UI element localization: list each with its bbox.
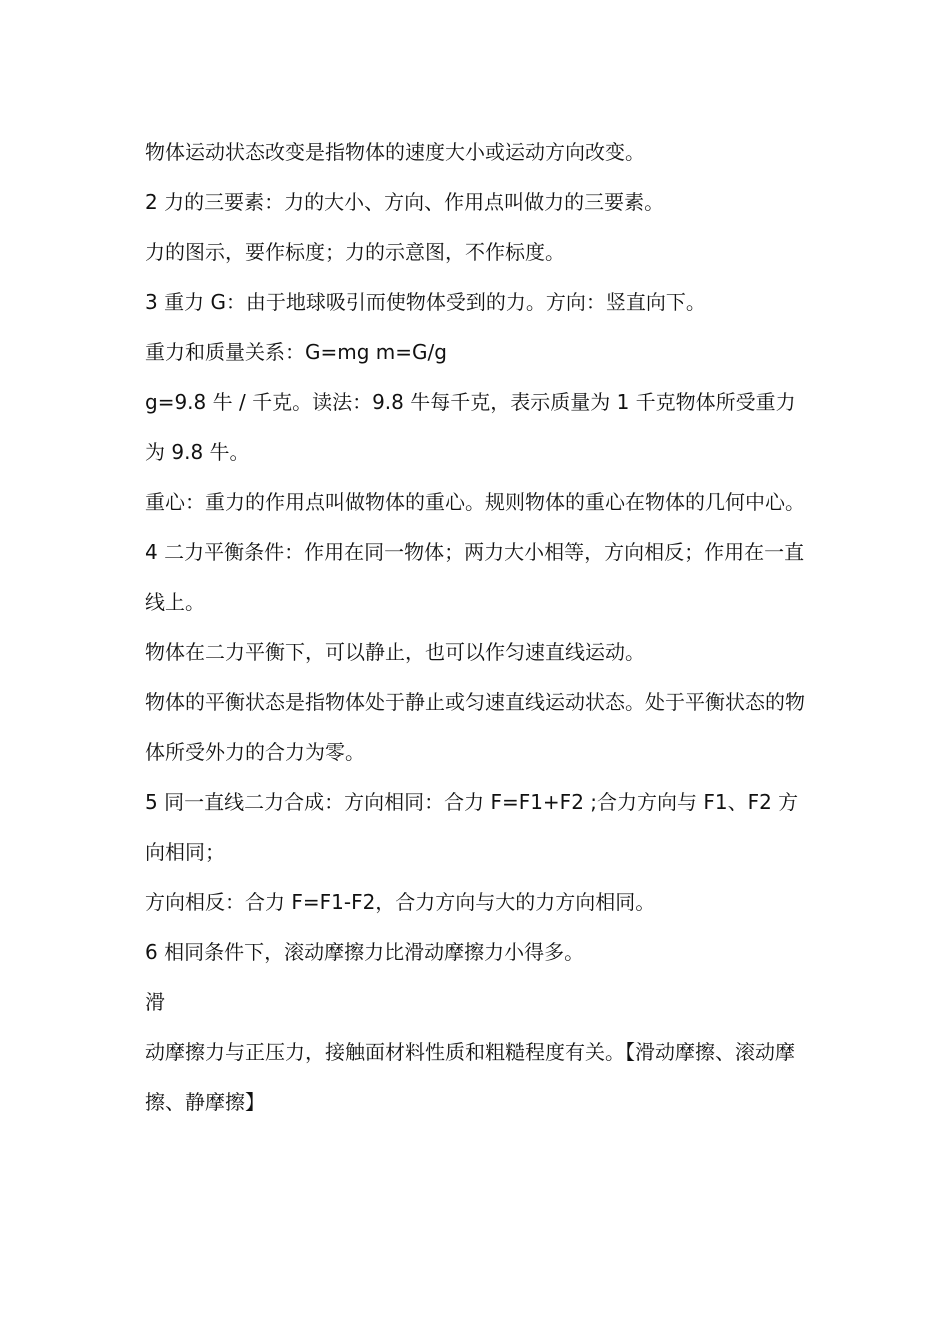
paragraph-rolling-friction: 6 相同条件下，滚动摩擦力比滑动摩擦力小得多。 bbox=[145, 940, 585, 964]
paragraph-equilibrium-state: 物体的平衡状态是指物体处于静止或匀速直线运动状态。处于平衡状态的物体所受外力的合力为零。 bbox=[145, 690, 805, 764]
paragraph-force-elements: 2 力的三要素：力的大小、方向、作用点叫做力的三要素。 bbox=[145, 190, 665, 214]
paragraph-gravity: 3 重力 G：由于地球吸引而使物体受到的力。方向：竖直向下。 bbox=[145, 290, 706, 314]
paragraph-force-diagram: 力的图示，要作标度；力的示意图，不作标度。 bbox=[145, 240, 565, 264]
paragraph-center-of-gravity: 重心：重力的作用点叫做物体的重心。规则物体的重心在物体的几何中心。 bbox=[145, 490, 805, 514]
paragraph-gravity-mass: 重力和质量关系：G=mg m=G/g bbox=[145, 340, 447, 364]
paragraph-equilibrium-condition: 4 二力平衡条件：作用在同一物体；两力大小相等，方向相反；作用在一直线上。 bbox=[145, 540, 805, 614]
paragraph-motion-state: 物体运动状态改变是指物体的速度大小或运动方向改变。 bbox=[145, 140, 645, 164]
paragraph-force-composition-opposite: 方向相反：合力 F=F1-F2，合力方向与大的力方向相同。 bbox=[145, 890, 656, 914]
document-page bbox=[145, 127, 810, 1127]
paragraph-equilibrium-motion: 物体在二力平衡下，可以静止，也可以作匀速直线运动。 bbox=[145, 640, 645, 664]
paragraph-slide-fragment: 滑 bbox=[145, 990, 165, 1014]
paragraph-g-value: g=9.8 牛 / 千克。读法：9.8 牛每千克，表示质量为 1 千克物体所受重力为 9.8 牛。 bbox=[145, 390, 796, 464]
paragraph-sliding-friction: 动摩擦力与正压力，接触面材料性质和粗糙程度有关。【滑动摩擦、滚动摩擦、静摩擦】 bbox=[145, 1040, 795, 1114]
paragraph-force-composition-same: 5 同一直线二力合成：方向相同：合力 F=F1+F2 ;合力方向与 F1、F2 方向相同； bbox=[145, 790, 799, 864]
